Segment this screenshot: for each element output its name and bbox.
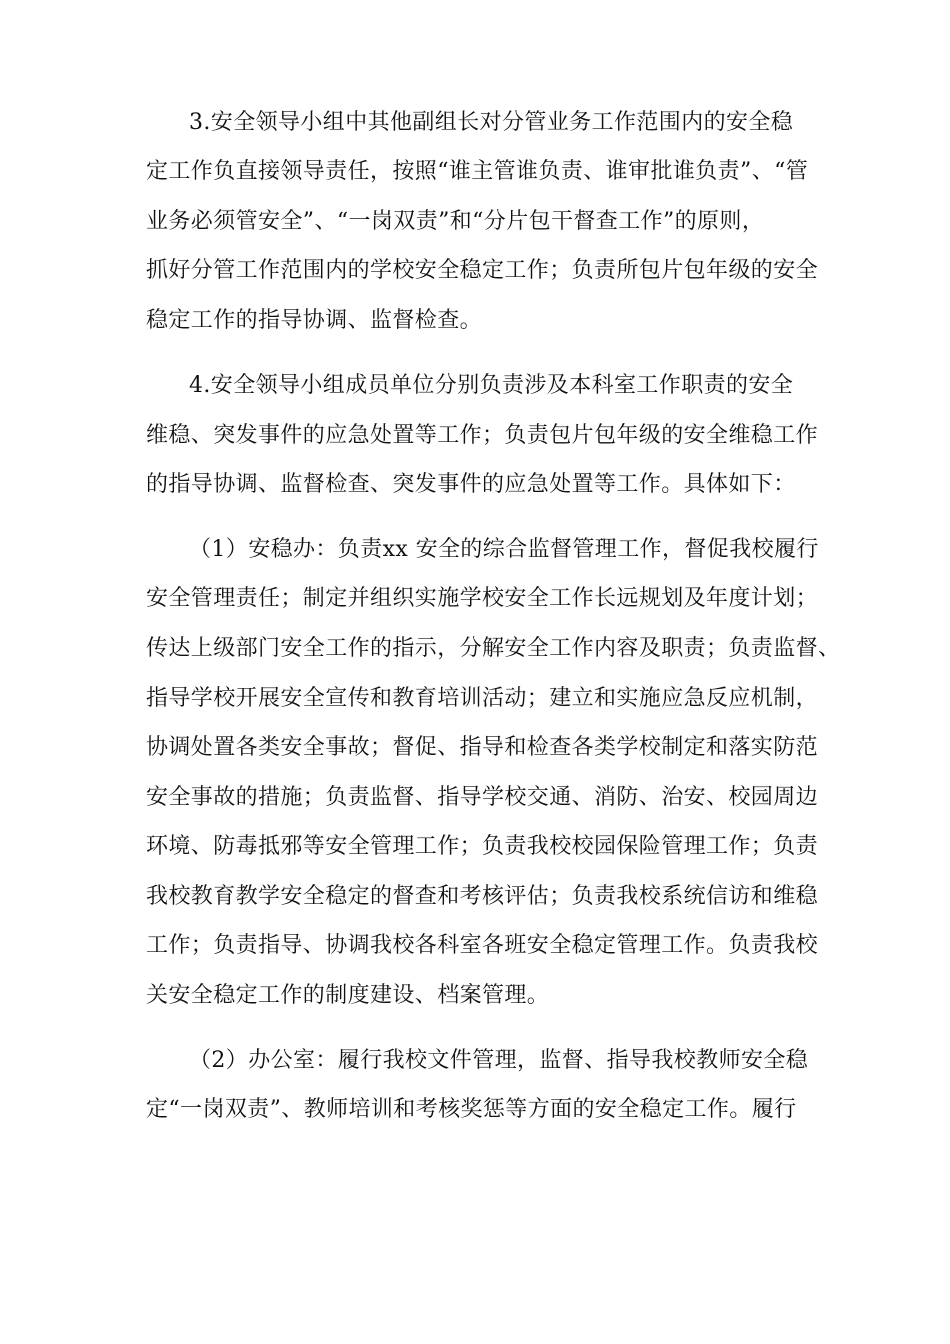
paragraph-line: 3.安全领导小组中其他副组长对分管业务工作范围内的安全稳 — [189, 110, 794, 135]
paragraph-line: 传达上级部门安全工作的指示，分解安全工作内容及职责；负责监督、 — [146, 636, 841, 661]
paragraph-line: 4.安全领导小组成员单位分别负责涉及本科室工作职责的安全 — [189, 373, 794, 398]
paragraph-line: 的指导协调、监督检查、突发事件的应急处置等工作。具体如下： — [146, 472, 796, 497]
paragraph-line: 定“一岗双责”、教师培训和考核奖惩等方面的安全稳定工作。履行 — [146, 1097, 797, 1122]
paragraph-line: 指导学校开展安全宣传和教育培训活动；建立和实施应急反应机制， — [146, 686, 819, 711]
paragraph-line: 工作；负责指导、协调我校各科室各班安全稳定管理工作。负责我校 — [146, 933, 819, 958]
paragraph-line: 维稳、突发事件的应急处置等工作；负责包片包年级的安全维稳工作 — [146, 423, 819, 448]
paragraph-line: 抓好分管工作范围内的学校安全稳定工作；负责所包片包年级的安全 — [146, 258, 819, 283]
paragraph-line: 业务必须管安全”、“一岗双责”和“分片包干督查工作”的原则， — [146, 209, 765, 234]
paragraph-line: 稳定工作的指导协调、监督检查。 — [146, 308, 483, 333]
paragraph-line: 协调处置各类安全事故；督促、指导和检查各类学校制定和落实防范 — [146, 735, 819, 760]
paragraph-line: 安全管理责任；制定并组织实施学校安全工作长远规划及年度计划； — [146, 586, 819, 611]
paragraph-line: 安全事故的措施；负责监督、指导学校交通、消防、治安、校园周边 — [146, 785, 819, 810]
paragraph-line: 定工作负直接领导责任，按照“谁主管谁负责、谁审批谁负责”、“管 — [146, 159, 809, 184]
paragraph-line: 我校教育教学安全稳定的督查和考核评估；负责我校系统信访和维稳 — [146, 884, 819, 909]
paragraph-line: 关安全稳定工作的制度建设、档案管理。 — [146, 983, 550, 1008]
paragraph-line: （1）安稳办：负责xx 安全的综合监督管理工作，督促我校履行 — [189, 537, 819, 562]
paragraph-line: 环境、防毒抵邪等安全管理工作；负责我校校园保险管理工作；负责 — [146, 834, 819, 859]
paragraph-line: （2）办公室：履行我校文件管理，监督、指导我校教师安全稳 — [189, 1048, 809, 1073]
